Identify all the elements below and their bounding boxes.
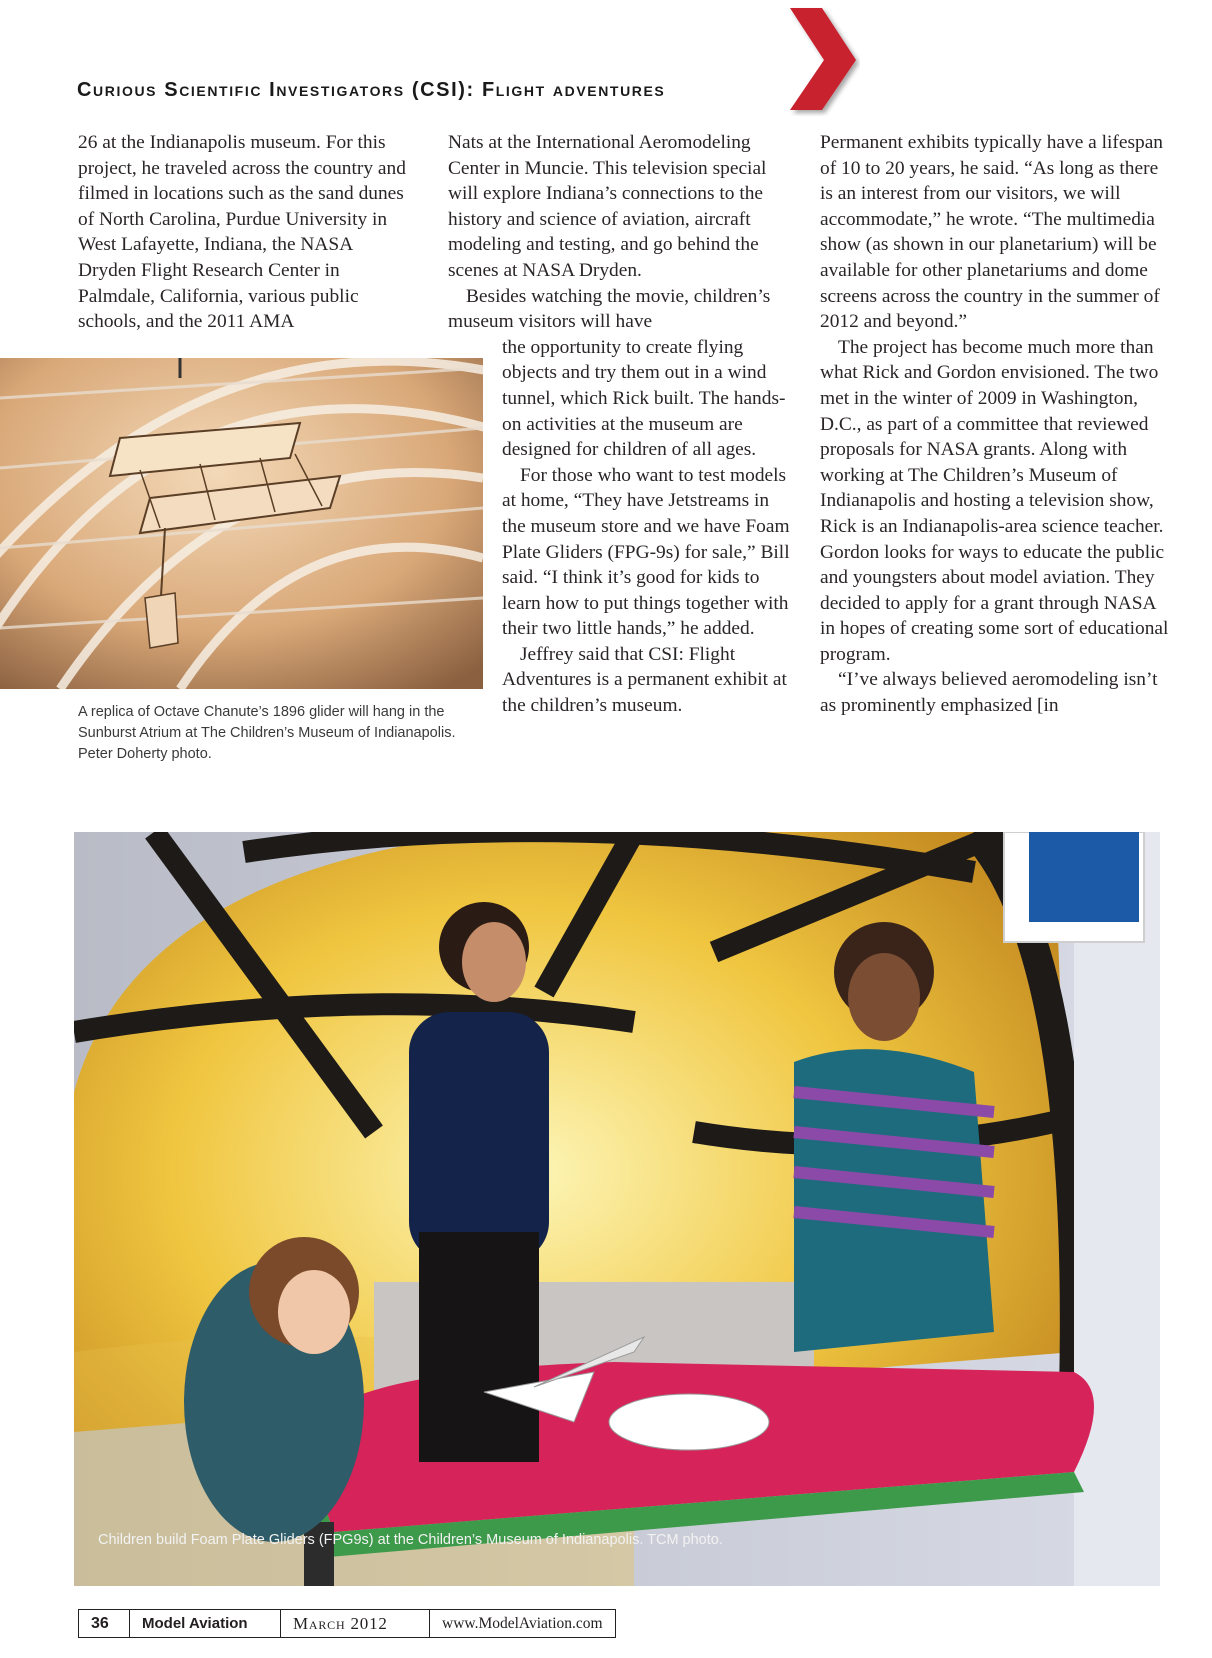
article-column-3 — [820, 130, 1170, 719]
red-chevron-icon — [790, 6, 860, 116]
glider-replica-photo — [0, 358, 483, 689]
magazine-name: Model Aviation — [130, 1610, 281, 1637]
paragraph: Permanent exhibits typically have a lifespan of 10 to 20 years, he said. “As long as there is an interest from our visitors, we will accommodate,” he wrote. “The multimedia show (as shown in our planetarium) will be available for other planetariums and dome screens across the country in the summer of 2012 and beyond.” — [820, 132, 1164, 333]
paragraph: The project has become much more than what Rick and Gordon envisioned. The two met in the winter of 2009 in Washington, D.C., as part of a committee that reviewed proposals for NASA grants. Along with working at The Children’s Museum of Indianapolis and hosting a television show, Rick is an Indianapolis-area science teacher. Gordon looks for ways to educate the public and youngsters about model aviation. They decided to apply for a grant through NASA in hopes of creating some sort of educational program. — [820, 336, 1169, 665]
children-building-gliders-photo — [74, 832, 1160, 1586]
paragraph: For those who want to test models at home, “They have Jetstreams in the museum store and we have Foam Plate Gliders (FPG-9s) for sale,” Bill said. “I think it’s good for kids to learn how to put things together with their two little hands,” he added. — [502, 464, 790, 640]
page-footer — [78, 1609, 616, 1638]
page-number: 36 — [79, 1610, 130, 1637]
paragraph: Besides watching the movie, children’s museum visitors will have — [448, 285, 771, 333]
paragraph: 26 at the Indianapolis museum. For this project, he traveled across the country and filmed in locations such as the sand dunes of North Carolina, Purdue University in West Lafayette, Indiana, the NASA Dryden Flight Research Center in Palmdale, California, various public schools, and the 2011 AMA — [78, 132, 406, 333]
article-column-1 — [78, 130, 408, 335]
issue-date: March 2012 — [281, 1610, 430, 1637]
paragraph: “I’ve always believed aeromodeling isn’t as prominently emphasized [in — [820, 669, 1158, 717]
paragraph: the opportunity to create flying objects and try them out in a wind tunnel, which Rick built. The hands-on activities at the museum are designed for children of all ages. — [502, 336, 786, 461]
article-column-2 — [448, 130, 790, 719]
paragraph: Jeffrey said that CSI: Flight Adventures is a permanent exhibit at the children’s museum. — [502, 643, 787, 717]
children-photo-caption: Children build Foam Plate Gliders (FPG9s) at the Children’s Museum of Indianapolis. TCM photo. — [98, 1532, 723, 1548]
website-url[interactable]: www.ModelAviation.com — [442, 1614, 603, 1632]
section-title: Curious Scientific Investigators (CSI): Flight adventures — [77, 79, 666, 101]
glider-photo-caption: A replica of Octave Chanute’s 1896 glider will hang in the Sunburst Atrium at The Children’s Museum of Indianapolis. Peter Doherty photo. — [78, 704, 456, 762]
paragraph: Nats at the International Aeromodeling Center in Muncie. This television special will explore Indiana’s connections to the history and science of aviation, aircraft modeling and testing, and go behind the scenes at NASA Dryden. — [448, 132, 767, 281]
